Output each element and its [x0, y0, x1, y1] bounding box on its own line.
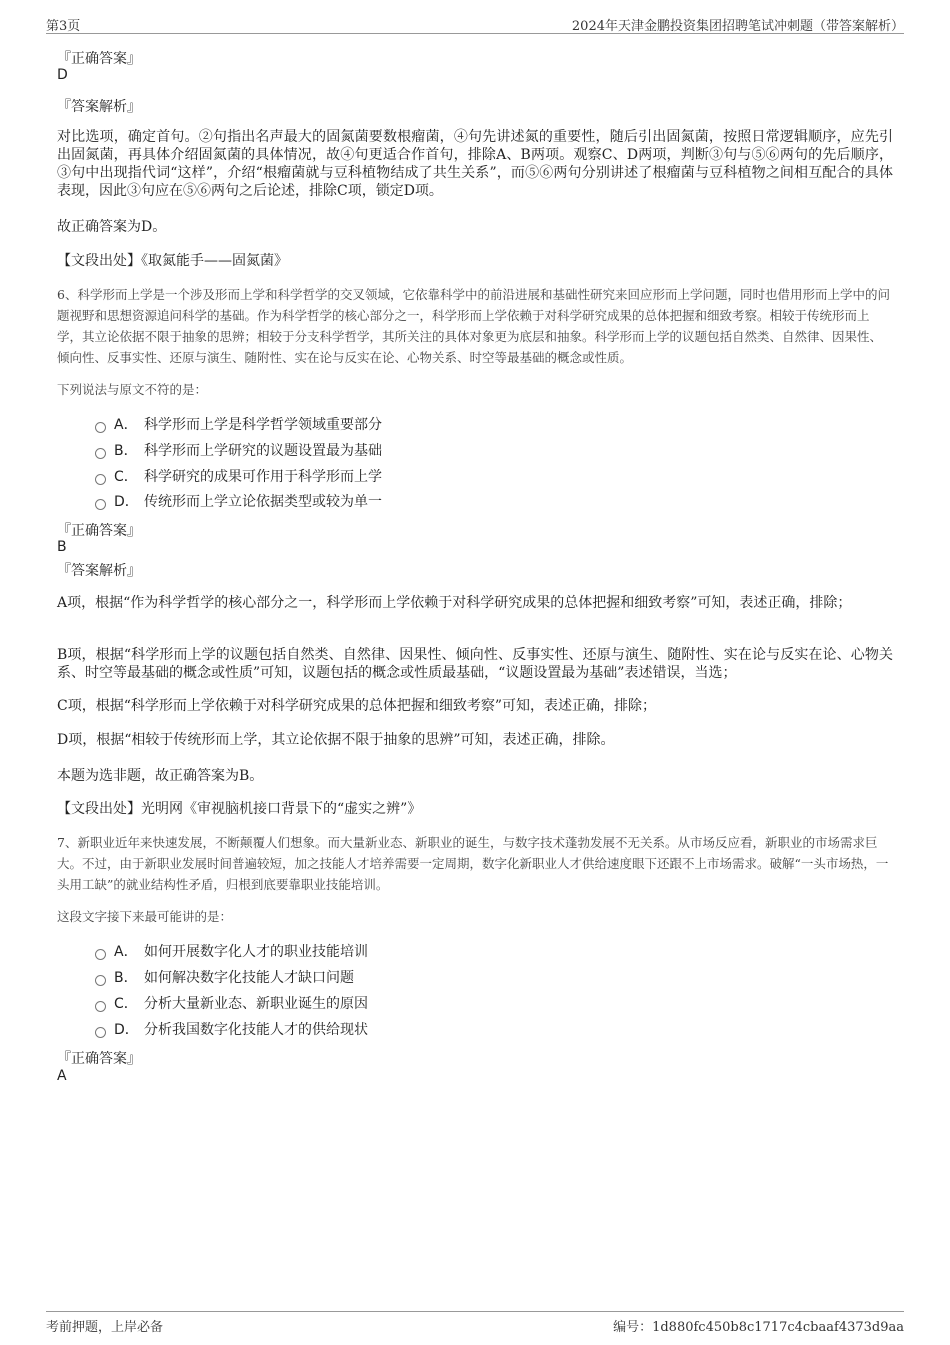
radio-icon[interactable]	[95, 499, 106, 510]
analysis-label: 『答案解析』	[57, 99, 141, 115]
question-stem: 这段文字接下来最可能讲的是：	[57, 909, 233, 924]
radio-icon[interactable]	[95, 474, 106, 485]
radio-icon[interactable]	[95, 1001, 106, 1012]
option-c[interactable]: C． 科学研究的成果可作用于科学形而上学	[95, 465, 382, 487]
radio-icon[interactable]	[95, 448, 106, 459]
analysis-label: 『答案解析』	[57, 563, 141, 579]
document-title: 2024年天津金鹏投资集团招聘笔试冲刺题（带答案解析）	[571, 19, 904, 34]
option-b[interactable]: B． 如何解决数字化技能人才缺口问题	[95, 966, 354, 988]
conclusion: 故正确答案为D。	[57, 219, 167, 235]
analysis-text: 对比选项，确定首句。②句指出名声最大的固氮菌要数根瘤菌，④句先讲述氮的重要性，随后引出固氮菌，按照日常逻辑顺序，应先引出固氮菌，再具体介绍固氮菌的具体情况，故④句更适合作首句，排除A、B两项。观察C、D两项，判断③句与⑤⑥两句的先后顺序，③句中出现指代词“这样”，介绍“根瘤菌就与豆科植物结成了共生关系”，而⑤⑥两句分别讲述了根瘤菌与豆科植物之间相互配合的具体表现，因此③句应在⑤⑥两句之后论述，排除C项，锁定D项。	[57, 129, 893, 199]
option-d[interactable]: D． 分析我国数字化技能人才的供给现状	[95, 1018, 368, 1040]
option-a[interactable]: A． 如何开展数字化人才的职业技能培训	[95, 940, 368, 962]
page-number: 第3页	[46, 19, 81, 34]
answer-label: 『正确答案』	[57, 1051, 141, 1067]
option-d[interactable]: D． 传统形而上学立论依据类型或较为单一	[95, 490, 382, 512]
analysis-item-a: A项，根据“作为科学哲学的核心部分之一，科学形而上学依赖于对科学研究成果的总体把握和细致考察”可知，表述正确，排除；	[57, 595, 852, 611]
source-citation: 【文段出处】光明网《审视脑机接口背景下的“虚实之辨”》	[57, 801, 422, 817]
question-stem: 下列说法与原文不符的是：	[57, 382, 208, 397]
source-citation: 【文段出处】《取氮能手——固氮菌》	[57, 253, 288, 269]
document-code: 编号：1d880fc450b8c1717c4cbaaf4373d9aa	[613, 1320, 904, 1335]
question-passage: 6、科学形而上学是一个涉及形而上学和科学哲学的交叉领域，它依靠科学中的前沿进展和基础性研究来回应形而上学问题，同时也借用形而上学中的问题视野和思想资源追问科学的基础。作为科学哲学的核心部分之一，科学形而上学依赖于对科学研究成果的总体把握和细致考察。相较于传统形而上学，其立论依据不限于抽象的思辨；相较于分支科学哲学，其所关注的具体对象更为底层和抽象。科学形而上学的议题包括自然类、自然律、因果性、倾向性、反事实性、还原与演生、随附性、实在论与反实在论、心物关系、时空等最基础的概念或性质。	[57, 287, 890, 365]
page-footer	[46, 1311, 904, 1336]
answer-label: 『正确答案』	[57, 51, 141, 67]
conclusion: 本题为选非题，故正确答案为B。	[57, 768, 264, 784]
answer-value: B	[57, 539, 67, 555]
answer-label: 『正确答案』	[57, 523, 141, 539]
analysis-item-b: B项，根据“科学形而上学的议题包括自然类、自然律、因果性、倾向性、反事实性、还原与演生、随附性、实在论与反实在论、心物关系、时空等最基础的概念或性质”可知，议题包括的概念或性质最基础，“议题设置最为基础”表述错误，当选；	[57, 647, 893, 681]
option-b[interactable]: B． 科学形而上学研究的议题设置最为基础	[95, 439, 382, 461]
radio-icon[interactable]	[95, 1027, 106, 1038]
option-a[interactable]: A． 科学形而上学是科学哲学领域重要部分	[95, 413, 382, 435]
radio-icon[interactable]	[95, 975, 106, 986]
question-passage: 7、新职业近年来快速发展，不断颠覆人们想象。而大量新业态、新职业的诞生，与数字技术蓬勃发展不无关系。从市场反应看，新职业的市场需求巨大。不过，由于新职业发展时间普遍较短，加之技能人才培养需要一定周期，数字化新职业人才供给速度眼下还跟不上市场需求。破解“一头市场热，一头用工缺”的就业结构性矛盾，归根到底要靠职业技能培训。	[57, 835, 889, 892]
analysis-item-d: D项，根据“相较于传统形而上学，其立论依据不限于抽象的思辨”可知，表述正确，排除。	[57, 732, 615, 748]
page-header	[46, 13, 904, 34]
radio-icon[interactable]	[95, 422, 106, 433]
answer-value: D	[57, 67, 68, 83]
footer-slogan: 考前押题，上岸必备	[46, 1320, 164, 1335]
analysis-item-c: C项，根据“科学形而上学依赖于对科学研究成果的总体把握和细致考察”可知，表述正确，排除；	[57, 698, 657, 714]
radio-icon[interactable]	[95, 949, 106, 960]
option-c[interactable]: C． 分析大量新业态、新职业诞生的原因	[95, 992, 368, 1014]
answer-value: A	[57, 1068, 67, 1084]
